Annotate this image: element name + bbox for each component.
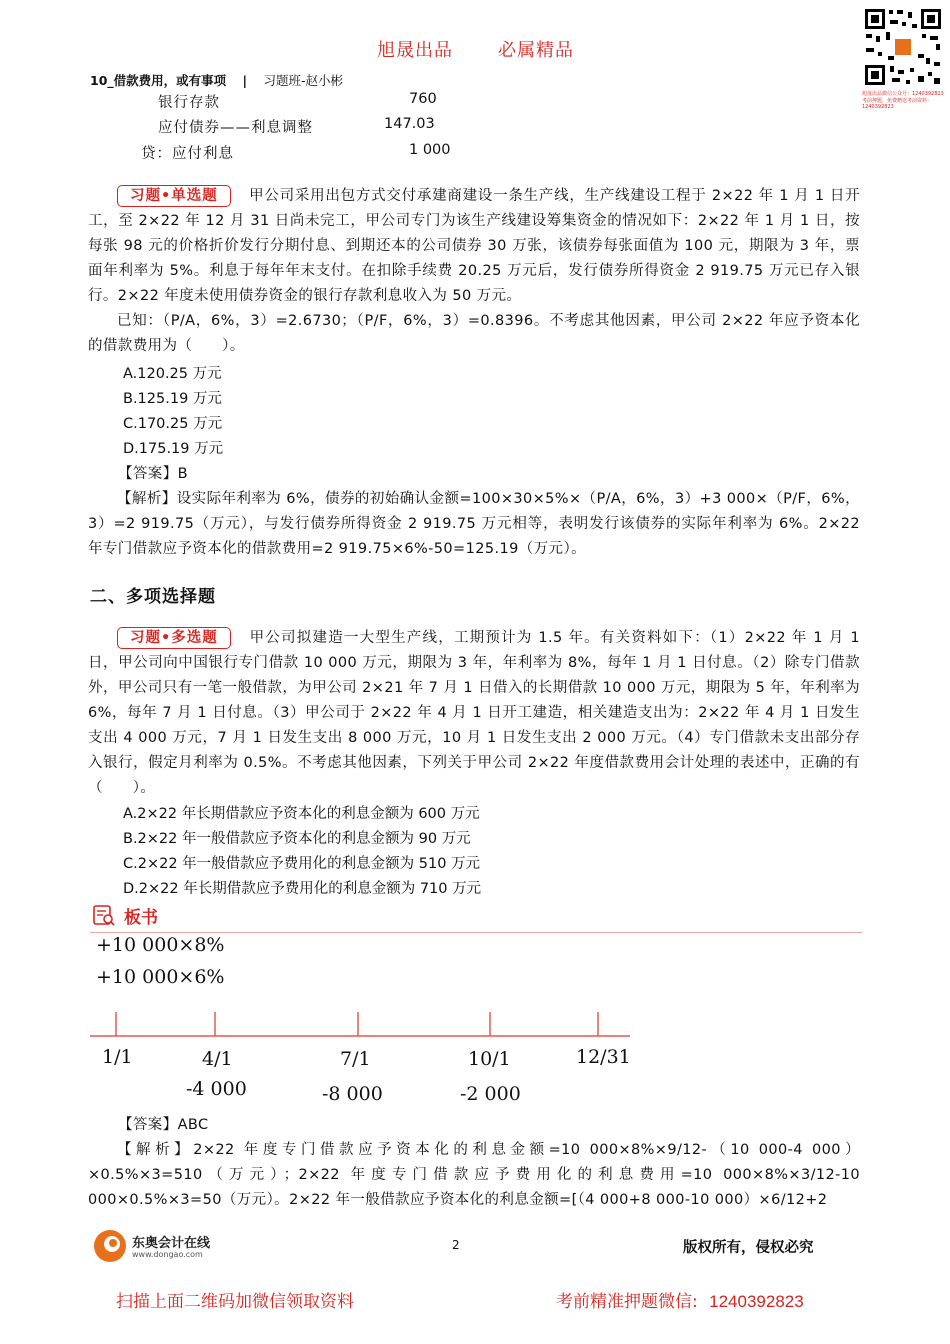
journal-account: 贷：应付利息 bbox=[141, 146, 234, 162]
timeline-date: 10/1 bbox=[468, 1048, 511, 1070]
page-number: 2 bbox=[452, 1238, 460, 1252]
section-title: 二、多项选择题 bbox=[90, 587, 216, 607]
board-line-1: +10 000×8% bbox=[96, 934, 225, 956]
journal-amount: 1 000 bbox=[409, 142, 451, 158]
option-b: B.2×22 年一般借款应予资本化的利息金额为 90 万元 bbox=[123, 831, 471, 847]
answer-text: 【答案】ABC bbox=[118, 1117, 209, 1133]
dongao-logo bbox=[92, 1226, 232, 1266]
qr-caption-1: 旭晟出品微信公众号：1240392823 bbox=[862, 91, 944, 97]
question-stem: 甲公司拟建造一大型生产线，工期预计为 1.5 年。有关资料如下：（1）2×22 年 1 月 1 日，甲公司向中国银行专门借款 10 000 万元，期限为 3 年，年利率为 8%，每年 1 月 1 日付息。（2）除专门借款外，甲公司只有一笔一般借款，为甲公司 2×21 年 7 月 1 日借入的长期借款 10 000 万元，期限为 5 年，年利率为 6%，每年 7 月 1 日付息。（3）甲公司于 2×22 年 4 月 1 日开工建造，相关建造支出为：2×22 年 4 月 1 日发生支出 4 000 万元，7 月 1 日发生支出 8 000 万元，10 月 1 日发生支出 2 000 万元。（4）专门借款未支出部分存入银行，假定月利率为 0.5%。不考虑其他因素，下列关于甲公司 2×22 年度借款费用会计处理的表述中，正确的有（ ）。 bbox=[88, 630, 860, 796]
option-a: A.2×22 年长期借款应予资本化的利息金额为 600 万元 bbox=[123, 806, 480, 822]
question-type-tag: 习题•多选题 bbox=[117, 627, 231, 649]
timeline-date: 7/1 bbox=[340, 1048, 371, 1070]
question-known: 已知：（P/A，6%，3）=2.6730；（P/F，6%，3）=0.8396。不考虑其他因素，甲公司 2×22 年应予资本化的借款费用为（ ）。 bbox=[88, 313, 860, 354]
question-type-tag: 习题•单选题 bbox=[117, 185, 231, 207]
board-title: 板书 bbox=[124, 908, 158, 928]
promo-right bbox=[556, 1287, 804, 1312]
analysis-2 bbox=[88, 1138, 860, 1214]
copyright: 版权所有，侵权必究 bbox=[683, 1240, 814, 1256]
option-c: C.170.25 万元 bbox=[123, 416, 223, 432]
board-header bbox=[90, 902, 862, 933]
journal-account: 银行存款 bbox=[158, 95, 220, 111]
timeline-amount: -8 000 bbox=[322, 1083, 383, 1105]
option-d: D.175.19 万元 bbox=[123, 441, 224, 457]
option-a: A.120.25 万元 bbox=[123, 366, 222, 382]
answer-text: 【答案】B bbox=[118, 466, 188, 482]
option-d: D.2×22 年长期借款应予费用化的利息金额为 710 万元 bbox=[123, 881, 482, 897]
answer-1 bbox=[118, 462, 860, 487]
timeline-date: 12/31 bbox=[576, 1046, 631, 1068]
analysis-1 bbox=[88, 487, 860, 562]
question-2 bbox=[88, 626, 860, 801]
journal-line bbox=[158, 116, 313, 137]
journal-line bbox=[158, 91, 220, 112]
journal-account: 应付债券——利息调整 bbox=[158, 120, 313, 136]
timeline-date: 1/1 bbox=[102, 1046, 133, 1068]
breadcrumb-chapter: 10_借款费用，或有事项 bbox=[90, 73, 227, 88]
breadcrumb bbox=[90, 71, 343, 89]
option-b: B.125.19 万元 bbox=[123, 391, 222, 407]
journal-amount: 760 bbox=[409, 91, 437, 107]
promo-left: 扫描上面二维码加微信领取资料 bbox=[116, 1292, 354, 1312]
board-line-2: +10 000×6% bbox=[96, 966, 225, 988]
brand-left: 旭晟出品 bbox=[377, 40, 453, 61]
brand-right: 必属精品 bbox=[498, 40, 574, 61]
option-c: C.2×22 年一般借款应予费用化的利息金额为 510 万元 bbox=[123, 856, 481, 872]
timeline-date: 4/1 bbox=[202, 1048, 233, 1070]
board-icon bbox=[92, 904, 116, 926]
promo-right-label: 考前精准押题微信: bbox=[556, 1292, 698, 1312]
logo-text: 东奥会计在线 bbox=[132, 1236, 211, 1251]
breadcrumb-separator: | bbox=[242, 73, 248, 88]
breadcrumb-course: 习题班-赵小彬 bbox=[263, 73, 343, 88]
logo-url: www.dongao.com bbox=[132, 1250, 203, 1259]
promo-right-number: 1240392823 bbox=[709, 1292, 804, 1311]
timeline-amount: -2 000 bbox=[460, 1083, 521, 1105]
analysis-text: 【解析】2×22 年度专门借款应予资本化的利息金额=10 000×8%×9/12-（10 000-4 000）×0.5%×3=510（万元）；2×22 年度专门借款应予费用化的利息费用=10 000×8%×3/12-10 000×0.5%×3=50（万元）。2×22 年一般借款应予资本化的利息金额=[（4 000+8 000-10 000）×6/12+2 bbox=[88, 1142, 860, 1208]
analysis-text: 【解析】设实际年利率为 6%，债券的初始确认金额=100×30×5%×（P/A，6%，3）+3 000×（P/F，6%，3）=2 919.75（万元），与发行债券所得资金 2 919.75 万元相等，表明发行该债券的实际年利率为 6%。2×22 年专门借款应予资本化的借款费用=2 919.75×6%-50=125.19（万元）。 bbox=[88, 491, 860, 557]
journal-amount: 147.03 bbox=[384, 116, 435, 132]
qr-code bbox=[862, 6, 944, 88]
timeline-amount: -4 000 bbox=[186, 1078, 247, 1100]
qr-caption-2: 考前押题，免费赠送考前资料：1240392823 bbox=[862, 98, 933, 110]
question-stem: 甲公司采用出包方式交付承建商建设一条生产线，生产线建设工程于 2×22 年 1 月 1 日开工，至 2×22 年 12 月 31 日尚未完工，甲公司专门为该生产线建设筹集资金的情况如下：2×22 年 1 月 1 日，按每张 98 元的价格折价发行分期付息、到期还本的公司债券 30 万张，该债券每张面值为 100 元，期限为 3 年，票面年利率为 5%。利息于每年年末支付。在扣除手续费 20.25 万元后，发行债券所得资金 2 919.75 万元已存入银行。2×22 年度未使用债券资金的银行存款利息收入为 50 万元。 bbox=[88, 188, 860, 304]
question-1 bbox=[88, 184, 860, 359]
journal-line bbox=[141, 142, 234, 163]
dongao-logo-icon bbox=[92, 1228, 128, 1264]
answer-2 bbox=[118, 1113, 860, 1138]
timeline bbox=[90, 1010, 635, 1040]
